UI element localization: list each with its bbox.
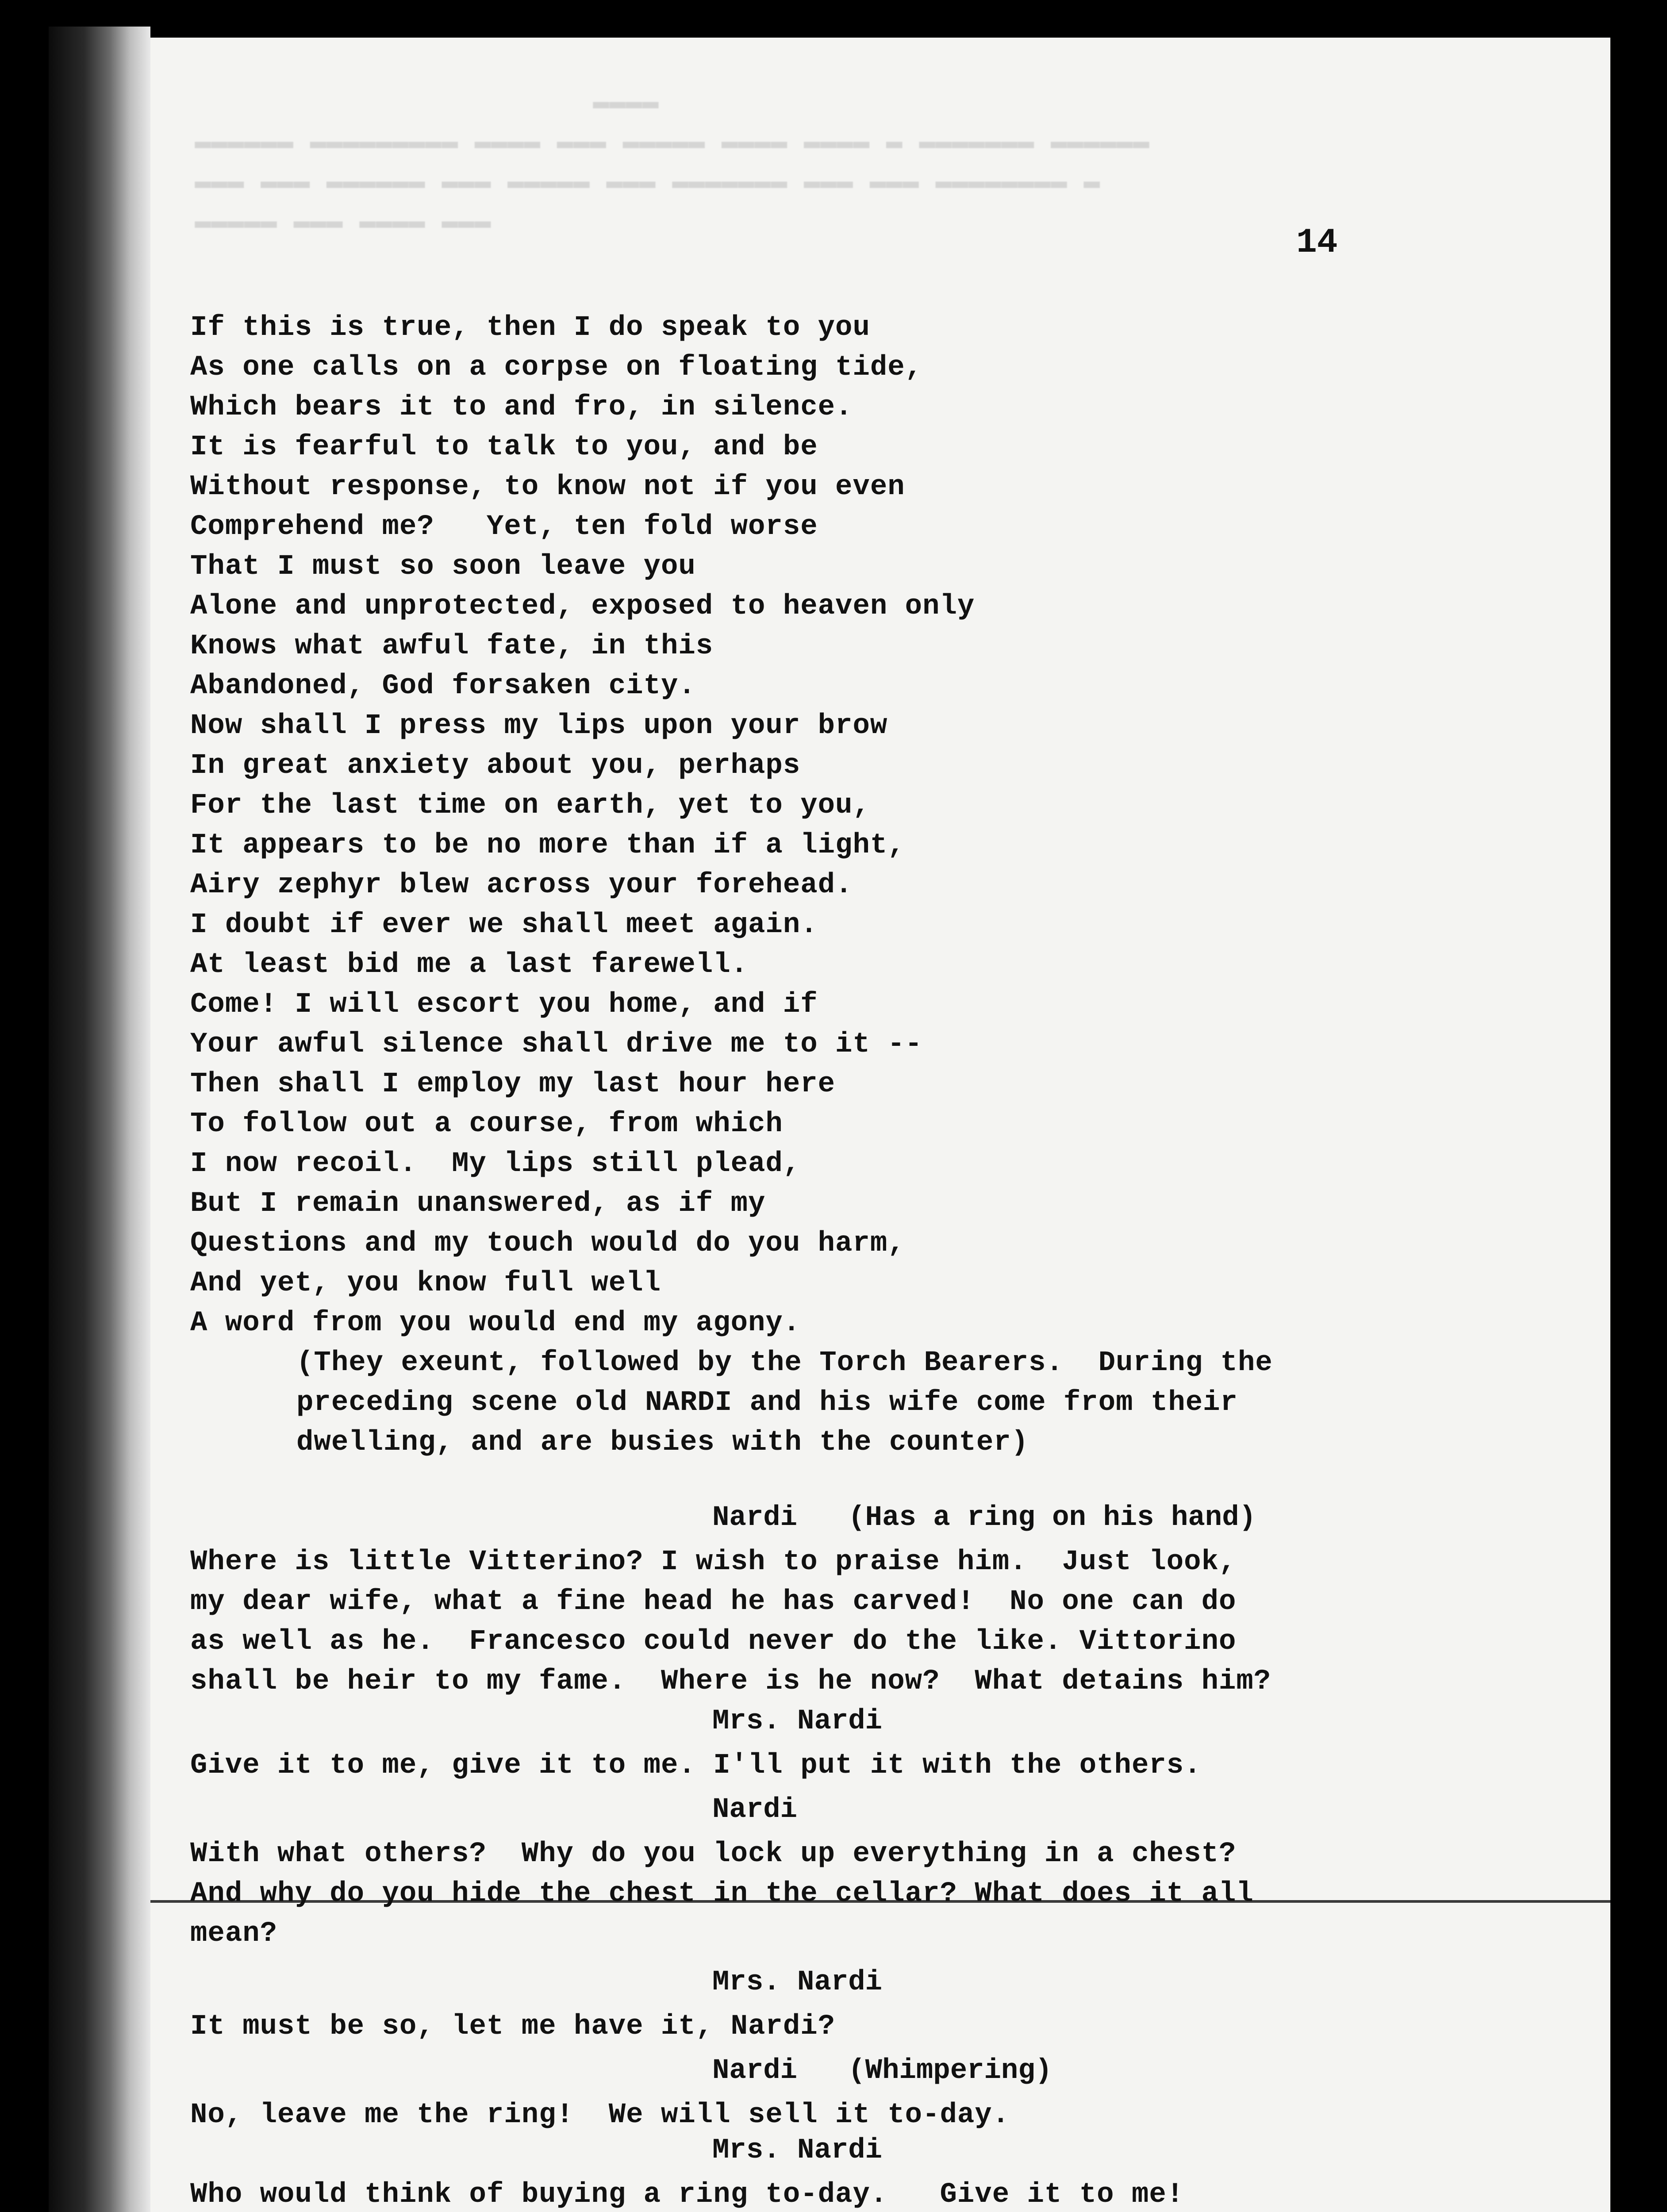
verse-line: I now recoil. My lips still plead, xyxy=(190,1148,801,1180)
page-number: 14 xyxy=(1296,223,1338,262)
verse-line: Knows what awful fate, in this xyxy=(190,630,714,662)
verse-line: For the last time on earth, yet to you, xyxy=(190,790,870,822)
dialogue-line: Give it to me, give it to me. I'll put it with the others. xyxy=(190,1750,1202,1782)
dialogue-line: as well as he. Francesco could never do the like. Vittorino xyxy=(190,1626,1237,1658)
verse-line: But I remain unanswered, as if my xyxy=(190,1188,766,1220)
typescript-page: ▬▬▬▬ ▬▬▬▬▬▬ ▬▬▬▬▬▬▬▬▬ ▬▬▬▬ ▬▬▬ ▬▬▬▬▬ ▬▬▬▬ ▬▬▬▬ ▬ ▬▬▬▬▬▬▬ ▬▬▬▬▬▬ ▬▬▬ ▬▬▬ ▬▬▬▬▬▬ ▬▬▬ ▬▬▬▬▬ ▬▬▬ ▬▬▬▬▬▬▬ ▬▬▬ ▬▬▬ ▬▬▬▬▬▬▬▬ ▬ ▬▬▬▬▬ ▬▬▬ ▬▬▬▬ ▬▬▬ 14 If this is true, then I do speak to you As one calls on a corpse on floating tide, Which bears it to and fro, in silence. It is fearful to talk to you, and be Without response, to know not if you even Comprehend me? Yet, ten fold worse That I must so soon leave you Alone and unprotected, exposed to heaven only Knows what awful fate, in this Abandoned, God forsaken city. Now shall I press my lips upon your brow In great anxiety about you, perhaps For the last time on earth, yet to you, It appears to be no more than if a light, Airy zephyr blew across your forehead. I doubt if ever we shall meet again. At least bid me a last farewell. Come! I will escort you home, and if Your awful silence shall drive me to it -- Then shall I employ my last hour here To follow out a course, from which I now recoil. My lips still plead, But I remain unanswered, as if my Questions and my touch would do you harm, And yet, you know full well A word from you would end my agony. (They exeunt, followed by the Torch Bearers. During the preceding scene old NARDI and his wife come from their dwelling, and are busies with the counter) Nardi (Has a ring on his hand) Where is little Vitterino? I wish to praise him. Just look, my dear wife, what a fine head he has carved! No one can do as well as he. Francesco could never do the like. Vittorino shall be heir to my fame. Where is he now? What detains him? Mrs. Nardi Give it to me, give it to me. I'll put it with the others. Nardi With what others? Why do you lock up everything in a chest? And why do you hide the chest in the cellar? What does it all mean? Mrs. Nardi It must be so, let me have it, Nardi? Nardi (Whimpering) No, leave me the ring! We will sell it to-day. Mrs. Nardi Who would think of buying a ring to-day. Give it to me! xyxy=(150,38,1610,2212)
speaker-label: Nardi (Whimpering) xyxy=(712,2055,1052,2087)
dialogue-line: And why do you hide the chest in the cellar? What does it all xyxy=(190,1878,1254,1910)
verse-line: Your awful silence shall drive me to it -- xyxy=(190,1029,923,1060)
stage-direction-line: preceding scene old NARDI and his wife come from their xyxy=(296,1387,1238,1419)
verse-line: Which bears it to and fro, in silence. xyxy=(190,392,853,423)
dialogue-line: No, leave me the ring! We will sell it to-day. xyxy=(190,2099,1010,2131)
speaker-label: Nardi xyxy=(712,1794,798,1826)
speaker-label: Mrs. Nardi xyxy=(712,1705,883,1737)
verse-line: And yet, you know full well xyxy=(190,1267,661,1299)
dialogue-line: It must be so, let me have it, Nardi? xyxy=(190,2011,836,2043)
dialogue-line: shall be heir to my fame. Where is he now? What detains him? xyxy=(190,1666,1271,1697)
verse-line: Questions and my touch would do you harm, xyxy=(190,1228,905,1260)
verse-line: Come! I will escort you home, and if xyxy=(190,989,818,1021)
verse-line: That I must so soon leave you xyxy=(190,551,696,583)
dialogue-line: Where is little Vitterino? I wish to praise him. Just look, xyxy=(190,1546,1237,1578)
verse-line: Comprehend me? Yet, ten fold worse xyxy=(190,511,818,543)
dialogue-line: my dear wife, what a fine head he has carved! No one can do xyxy=(190,1586,1237,1618)
verse-line: In great anxiety about you, perhaps xyxy=(190,750,801,782)
verse-line: Alone and unprotected, exposed to heaven only xyxy=(190,591,975,622)
verse-line: Airy zephyr blew across your forehead. xyxy=(190,869,853,901)
verse-line: To follow out a course, from which xyxy=(190,1108,783,1140)
stage-direction-line: dwelling, and are busies with the counter) xyxy=(296,1427,1029,1459)
speaker-label: Nardi (Has a ring on his hand) xyxy=(712,1502,1256,1534)
stage-direction-line: (They exeunt, followed by the Torch Bearers. During the xyxy=(296,1347,1273,1379)
verse-line: It is fearful to talk to you, and be xyxy=(190,431,818,463)
page-binding-edge xyxy=(49,27,150,2212)
verse-line: Now shall I press my lips upon your brow xyxy=(190,710,888,742)
verse-line: Without response, to know not if you even xyxy=(190,471,905,503)
speaker-label: Mrs. Nardi xyxy=(712,2135,883,2166)
verse-line: I doubt if ever we shall meet again. xyxy=(190,909,818,941)
verse-line: It appears to be no more than if a light, xyxy=(190,830,905,861)
verse-line: Then shall I employ my last hour here xyxy=(190,1068,836,1100)
dialogue-line: Who would think of buying a ring to-day. Give it to me! xyxy=(190,2179,1184,2211)
verse-line: Abandoned, God forsaken city. xyxy=(190,670,696,702)
dialogue-line: mean? xyxy=(190,1918,278,1950)
verse-line: A word from you would end my agony. xyxy=(190,1307,801,1339)
verse-line: If this is true, then I do speak to you xyxy=(190,312,870,344)
dialogue-line: With what others? Why do you lock up everything in a chest? xyxy=(190,1838,1237,1870)
verse-line: As one calls on a corpse on floating tide, xyxy=(190,352,923,384)
verse-line: At least bid me a last farewell. xyxy=(190,949,748,981)
speaker-label: Mrs. Nardi xyxy=(712,1966,883,1998)
